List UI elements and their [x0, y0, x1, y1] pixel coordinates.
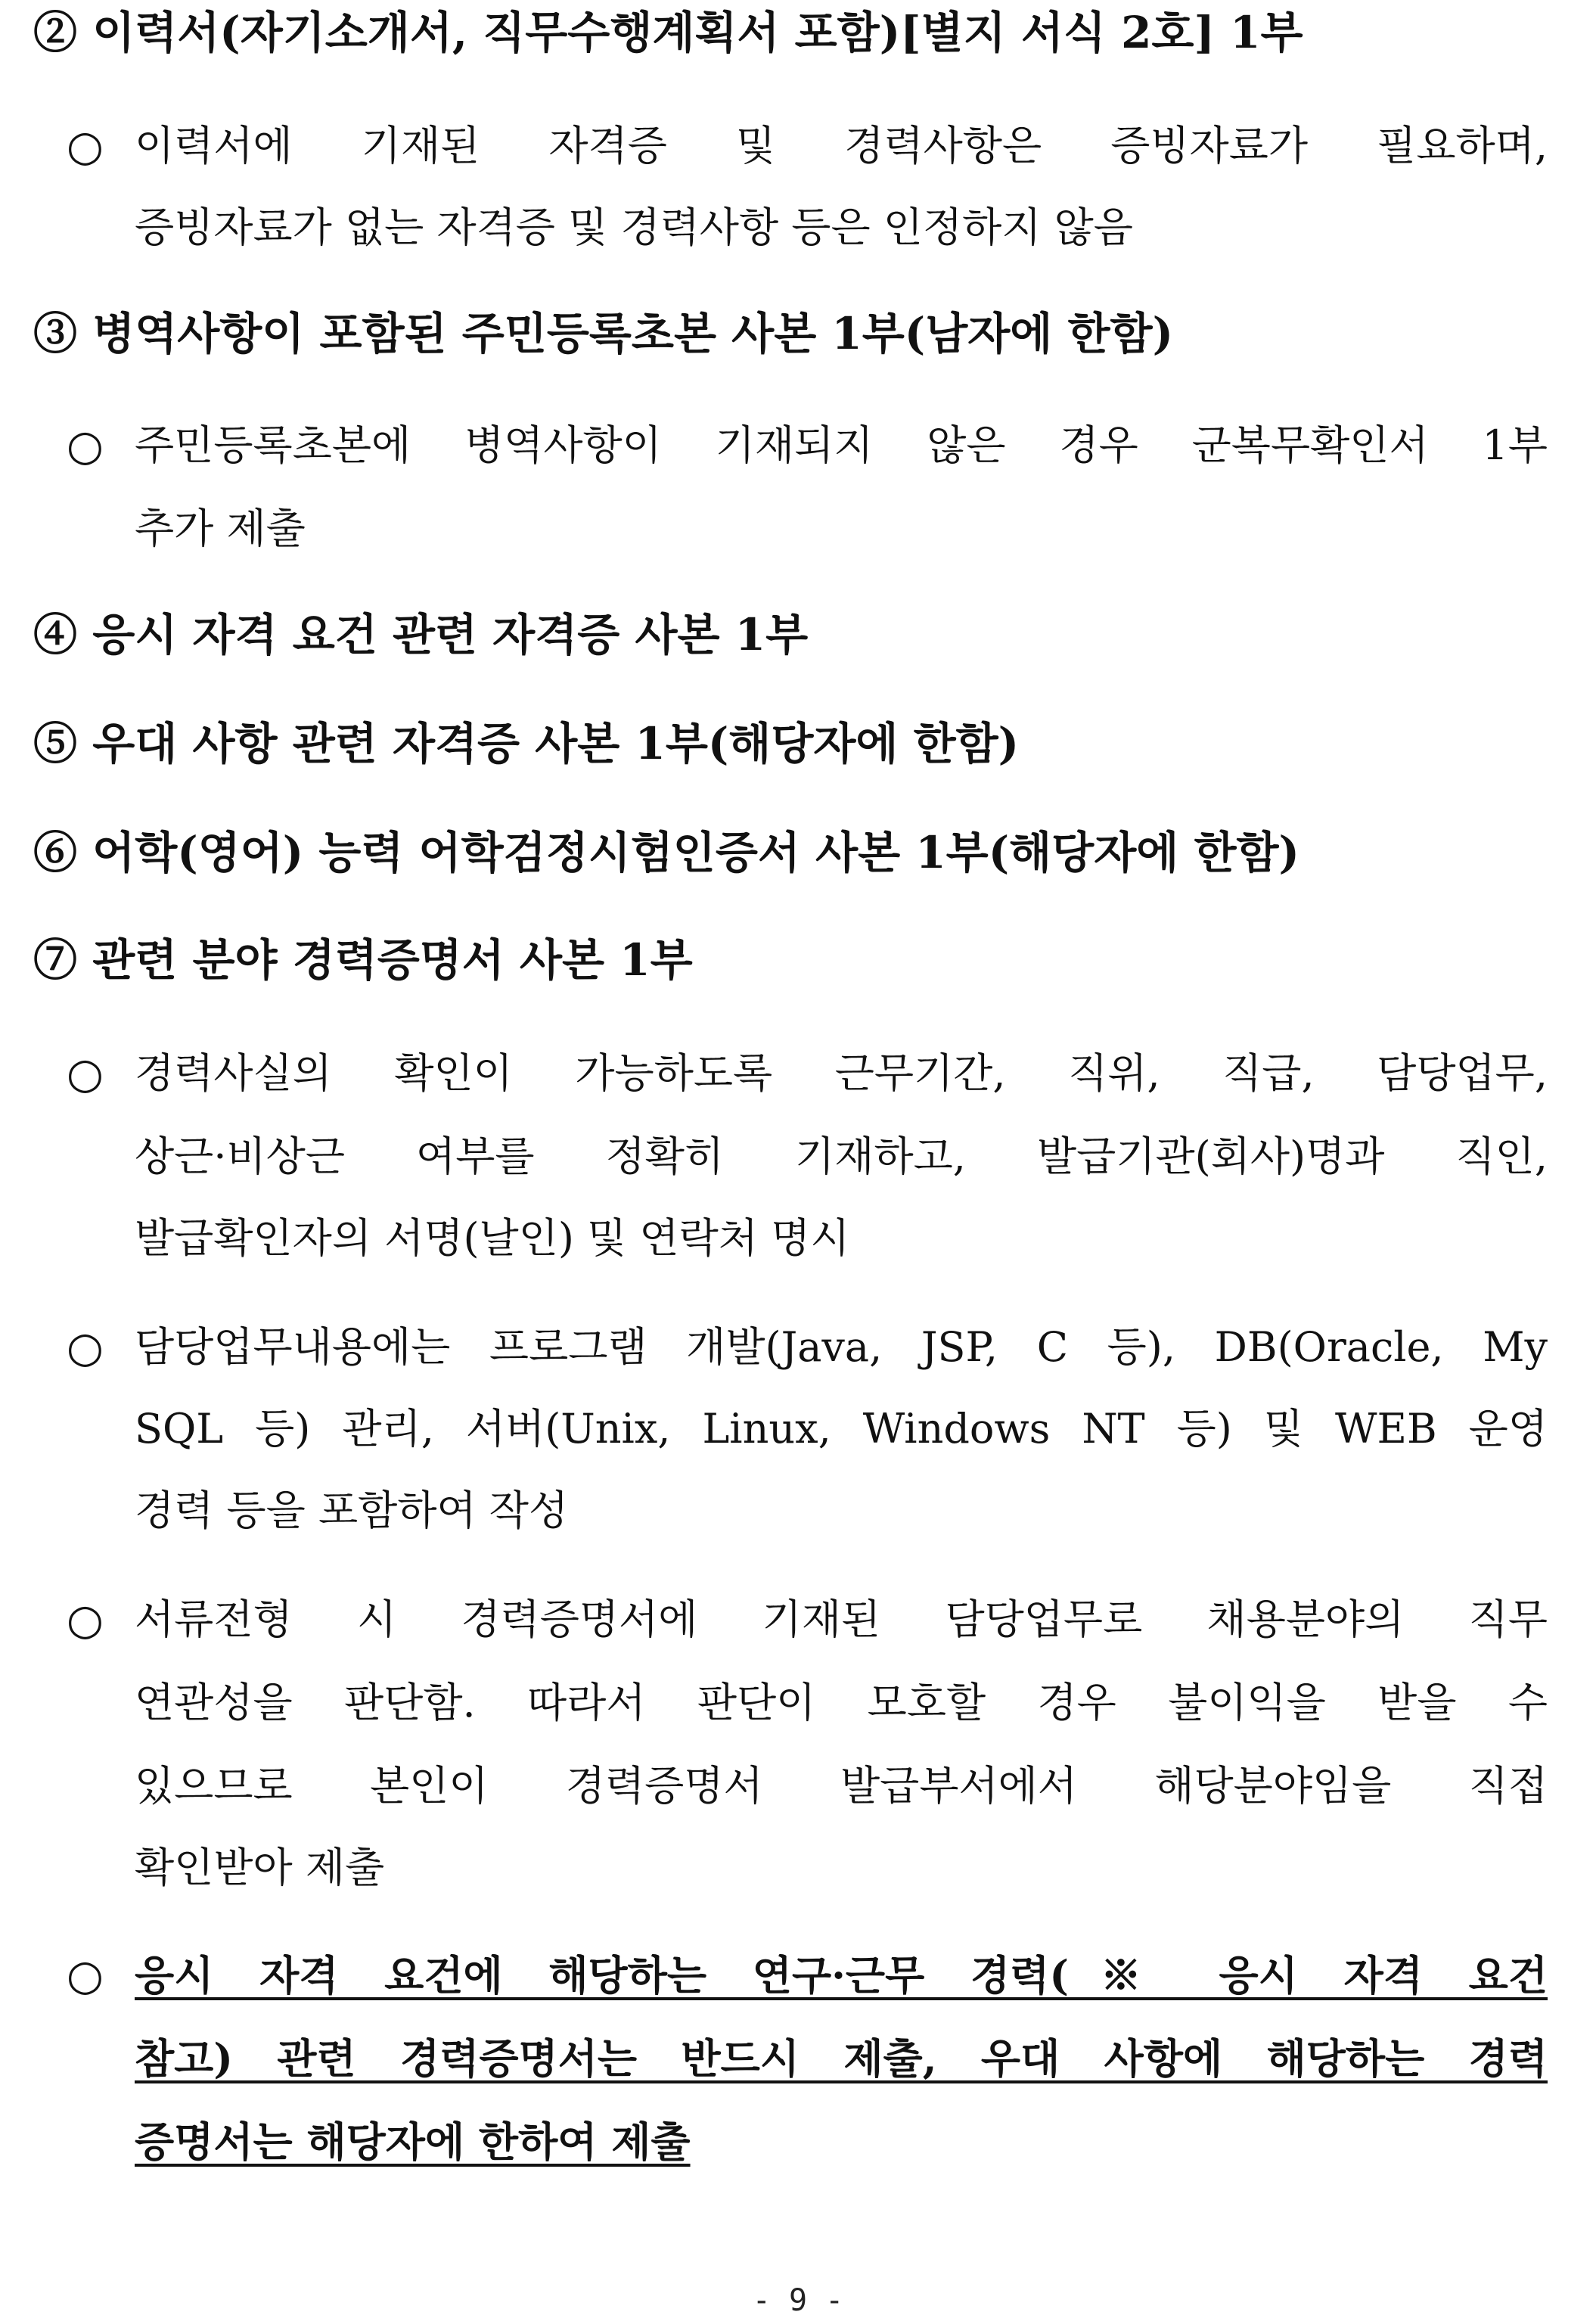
bullet-circle-icon: ○ — [67, 122, 104, 171]
heading-item-4: ④ 응시 자격 요건 관련 자격증 사본 1부 — [33, 609, 809, 660]
note-line: 주민등록초본에 병역사항이 기재되지 않은 경우 군복무확인서 1부 — [135, 421, 1548, 469]
heading-item-7: ⑦ 관련 분야 경력증명서 사본 1부 — [33, 934, 693, 986]
heading-item-6: ⑥ 어학(영어) 능력 어학검정시험인증서 사본 1부(해당자에 한함) — [33, 827, 1299, 878]
bullet-circle-icon: ○ — [67, 1323, 104, 1372]
note-line: 상근·비상근 여부를 정확히 기재하고, 발급기관(회사)명과 직인, — [135, 1133, 1548, 1180]
note-line: 경력 등을 포함하여 작성 — [135, 1487, 569, 1534]
note-line: 연관성을 판단함. 따라서 판단이 모호할 경우 불이익을 받을 수 — [135, 1679, 1548, 1726]
note-line: 발급확인자의 서명(날인) 및 연락처 명시 — [135, 1214, 850, 1262]
note-line: 서류전형 시 경력증명서에 기재된 담당업무로 채용분야의 직무 — [135, 1596, 1548, 1643]
note-line: 증빙자료가 없는 자격증 및 경력사항 등은 인정하지 않음 — [135, 204, 1133, 251]
page-number: - 9 - — [752, 2283, 844, 2318]
note-line: 추가 제출 — [135, 505, 306, 552]
emphasis-note-line: 참고) 관련 경력증명서는 반드시 제출, 우대 사항에 해당하는 경력 — [135, 2034, 1548, 2083]
note-line: SQL 등) 관리, 서버(Unix, Linux, Windows NT 등) 및 WEB 운영 — [135, 1405, 1548, 1453]
note-line: 경력사실의 확인이 가능하도록 근무기간, 직위, 직급, 담당업무, — [135, 1049, 1548, 1097]
bullet-circle-icon: ○ — [67, 1596, 104, 1645]
bullet-circle-icon: ○ — [67, 421, 104, 471]
note-line: 확인받아 제출 — [135, 1844, 385, 1891]
note-line: 이력서에 기재된 자격증 및 경력사항은 증빙자료가 필요하며, — [135, 122, 1548, 169]
heading-item-5: ⑤ 우대 사항 관련 자격증 사본 1부(해당자에 한함) — [33, 718, 1020, 769]
note-line: 담당업무내용에는 프로그램 개발(Java, JSP, C 등), DB(Oracle, My — [135, 1323, 1548, 1371]
bullet-circle-icon: ○ — [67, 1951, 104, 2000]
emphasis-note-line: 증명서는 해당자에 한하여 제출 — [135, 2118, 691, 2166]
heading-item-3: ③ 병역사항이 포함된 주민등록초본 사본 1부(남자에 한함) — [33, 308, 1174, 359]
heading-item-2: ② 이력서(자기소개서, 직무수행계획서 포함)[별지 서식 2호] 1부 — [33, 7, 1303, 58]
note-line: 있으므로 본인이 경력증명서 발급부서에서 해당분야임을 직접 — [135, 1762, 1548, 1810]
emphasis-note-line: 응시 자격 요건에 해당하는 연구·근무 경력(※ 응시 자격 요건 — [135, 1951, 1548, 2000]
bullet-circle-icon: ○ — [67, 1049, 104, 1098]
